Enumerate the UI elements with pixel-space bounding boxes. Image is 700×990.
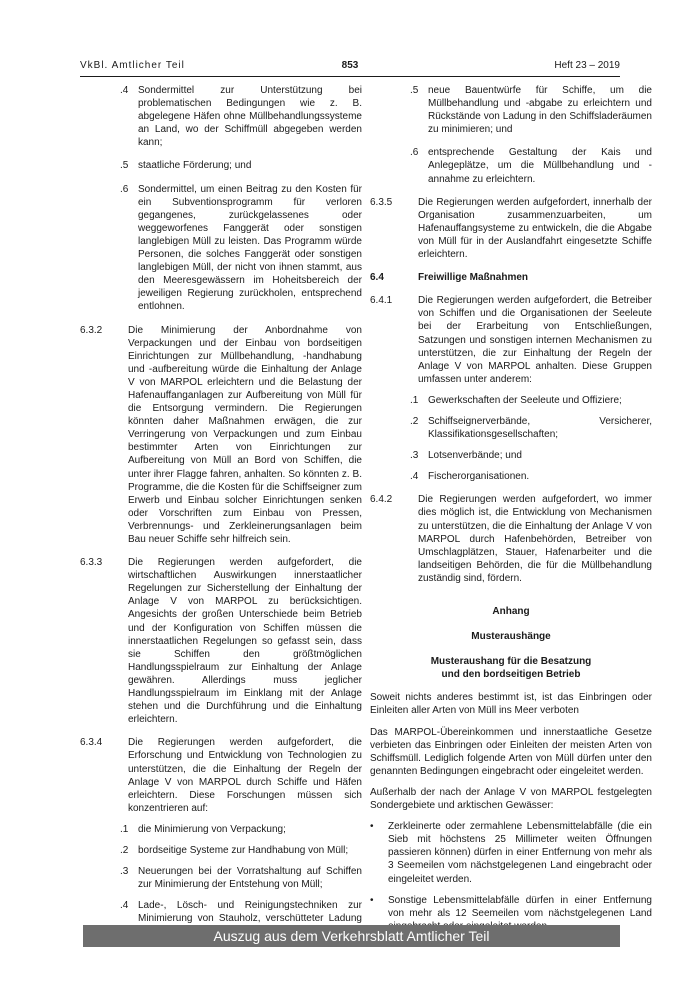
section-6-4-2 [370,493,652,585]
section-number: 6.4.1 [370,295,393,307]
list-item [410,394,652,407]
section-text: Die Regierungen werden aufgefordert, die Betreiber von Schiffen und die Organisationen der Seeleute bei der Erarbeitung von Entschließungen, Satzungen und sonstigen internen Mechanismen zu unterstützen, die zur Einhaltung der Regeln der Anlage V von MARPOL anhalten. Diese Gruppen umfassen unter anderem: [418,295,652,385]
list-text: Schiffseignerverbände, Versicherer, Klassifikationsgesellschaften; [428,415,652,441]
bullet-marker: • [370,821,374,833]
annex-subtitle: Musteraushänge [471,631,551,643]
section-text: Die Regierungen werden aufgefordert, die wirtschaftlichen Auswirkungen innerstaatlicher Regelungen zur Sicherstellung der Einhaltung der Anlage V von MARPOL zu berücksichtigen. Angesichts der großen Unterschiede beim Betrieb und der Konfiguration von Schiffen müssen die innerstaatlichen Regelungen so gefasst sein, dass sie Schiffen den größtmöglichen Handlungsspielraum zur Einhaltung der Anlage gewähren. Allerdings muss jeglicher Handlungsspielraum im Einklang mit der Anlage stehen und die Durchführung und die Einhaltung erleichtern. [128,557,362,726]
list-text: Fischerorganisationen. [428,471,530,483]
list-item [410,449,652,462]
list-marker: .4 [120,85,129,96]
bullet-text: Zerkleinerte oder zermahlene Lebensmittelabfälle (die ein Sieb mit höchstens 25 Millimeter weiten Öffnungen passieren können) dürfen in einer Entfernung von mehr als 3 Seemeilen vom nächstgelegenen Land eingebracht oder eingeleitet werden. [388,821,652,885]
journal-name: VkBl. Amtlicher Teil [80,60,185,71]
section-number: 6.4 [370,272,384,284]
list-text: entsprechende Gestaltung der Kais und Anlegeplätze, um die Müllbehandlung und -annahme zu erleichtern. [428,147,652,185]
list-item [120,84,362,149]
list-marker: .3 [120,866,129,878]
footer-banner: Auszug aus dem Verkehrsblatt Amtlicher Teil [83,925,620,947]
list-item [120,823,362,836]
list-marker: .1 [120,823,129,835]
section-6-3-5 [370,196,652,261]
list-item [410,146,652,185]
list-text: Lade-, Lösch- und Reinigungstechniken zur Minimierung von Stauholz, verschütteter Ladung [138,900,362,925]
list-item [410,84,652,136]
page-number: 853 [341,60,359,71]
bullet-marker: • [370,894,374,906]
list-marker: .4 [410,471,419,483]
section-6-3-2 [80,324,362,547]
list-marker: .3 [410,450,419,462]
notice-paragraph-1: Soweit nichts anderes bestimmt ist, ist das Einbringen oder Einleiten aller Arten von Müll ins Meer verboten [370,692,652,717]
notice-paragraph-2: Das MARPOL-Übereinkommen und innerstaatliche Gesetze verbieten das Einbringen oder Einleiten der meisten Arten von Schiffsmüll. Lediglich folgende Arten von Müll dürfen unter den genannten Bedingungen eingebracht oder eingeleitet werden. [370,726,652,777]
list-marker: .2 [410,415,419,427]
notice-paragraph-3: Außerhalb der nach der Anlage V von MARPOL festgelegten Sondergebiete und arktischen Gewässer: [370,786,652,812]
list-text: staatliche Förderung; und [138,160,252,172]
section-text: Die Regierungen werden aufgefordert, innerhalb der Organisation zusammenzuarbeiten, um Hafenauffangsysteme zu entwickeln, die die Abgabe von Müll für in der Auslandfahrt eingesetzte Schiffe erleichtern. [418,196,652,261]
list-item [410,415,652,441]
section-number: 6.3.5 [370,196,393,208]
section-6-3-4 [80,736,362,815]
list-marker: .5 [410,85,419,96]
section-6-3-3 [80,556,362,726]
list-text: Sondermittel, um einen Beitrag zu den Kosten für ein Subventionsprogramm für verloren gegangenes, zurückgelassenes oder weggeworfenes Fanggerät oder sonstigen langlebigen Müll zu leisten. Das Programm würde Personen, die solches Fanggerät oder sonstigen langlebigen Müll, der nicht von ihnen stammt, aus den Meeresgewässern im Hoheitsbereich der jeweiligen Regierung zurückholen, entsprechend entlohnen. [138,183,362,313]
list-marker: .1 [410,394,419,406]
section-number: 6.4.2 [370,494,393,506]
list-item [120,844,362,857]
section-heading: Freiwillige Maßnahmen [418,272,529,284]
annex-title: Anhang [492,606,530,617]
list-marker: .5 [120,160,129,172]
section-text: Die Regierungen werden aufgefordert, wo immer dies möglich ist, die Entwicklung von Mechanismen zu unterstützen, die die Einhaltung der Anlage V von MARPOL durch Hafenbehörden, Betreiber von Umschlagplätzen, Stauer, Hafenarbeiter und die landseitigen Behörden, die für die Müllbehandlung zuständig sind, fördern. [418,494,652,584]
issue-number: Heft 23 – 2019 [554,60,620,71]
bullet-item [370,820,652,885]
list-item [410,470,652,483]
right-column [370,84,652,933]
left-column [80,84,362,939]
section-number: 6.3.2 [80,324,103,336]
list-text: Neuerungen bei der Vorratshaltung auf Schiffen zur Minimierung der Entstehung von Müll; [138,866,362,891]
page-header [80,60,620,76]
list-text: neue Bauentwürfe für Schiffe, um die Müllbehandlung und -abgabe zu erleichtern und Rückstände von Ladung in den Schiffsladeräumen zu minimieren; und [428,85,652,136]
bullet-text: Sonstige Lebensmittelabfälle dürfen in einer Entfernung von mehr als 12 Seemeilen vom nächstgelegenen Land [388,894,652,919]
list-text: Sondermittel zur Unterstützung bei problematischen Bedingungen wie z. B. abgelegene Häfen ohne Müllbehandlungssysteme an Land, wo der Schiffmüll abgegeben werden kann; [138,85,362,149]
list-text: Lotsenverbände; und [428,450,522,462]
list-marker: .6 [120,183,129,195]
list-marker: .6 [410,147,419,159]
list-text: Gewerkschaften der Seeleute und Offiziere; [428,394,622,406]
header-rule [80,76,620,77]
list-text: die Minimierung von Verpackung; [138,823,286,835]
notice-title-line-2: und den bordseitigen Betrieb [441,669,581,681]
section-text: Die Minimierung der Anbordnahme von Verpackungen und der Einbau von bordseitigen Einrichtungen zur Müllbehandlung, -handhabung und -aufbereitung würde die Einhaltung der Anlage V von MARPOL erleichtern und die Belastung der Hafenauffanganlagen zur Aufbereitung von Müll für die Entsorgung vermindern. Die Regierungen könnten daher Maßnahmen erwägen, die zur Verringerung von Verpackungen und zum Einbau bestimmter Arten von Einrichtungen zur Aufbereitung von Müll an Bord von Schiffen, die unter ihrer Flagge fahren, anhalten. So könnten z. B. Programme, die die Kosten für die Schiffseigner zum Erwerb und Einbau solcher Einrichtungen senken oder Vorschriften zum Einbau von Pressen, Verbrennungs- und Zerkleinerungsanlagen beim Bau neuer Schiffe sehr hilfreich sein. [128,324,362,545]
list-text: bordseitige Systeme zur Handhabung von Müll; [138,844,349,856]
list-marker: .2 [120,844,129,856]
section-number: 6.3.4 [80,737,103,749]
list-marker: .4 [120,900,129,912]
section-text: Die Regierungen werden aufgefordert, die Erforschung und Entwicklung von Technologien zu unterstützen, die die Einhaltung der Regeln der Anlage V von MARPOL durch Schiffe und Häfen erleichtern. Diese Forschungen müssen sich konzentrieren auf: [128,737,362,814]
list-item [120,183,362,314]
list-item [120,159,362,172]
notice-title-line-1: Musteraushang für die Besatzung [430,656,592,668]
section-6-4-heading [370,271,652,284]
list-item [120,865,362,891]
section-number: 6.3.3 [80,557,103,569]
section-6-4-1 [370,294,652,386]
